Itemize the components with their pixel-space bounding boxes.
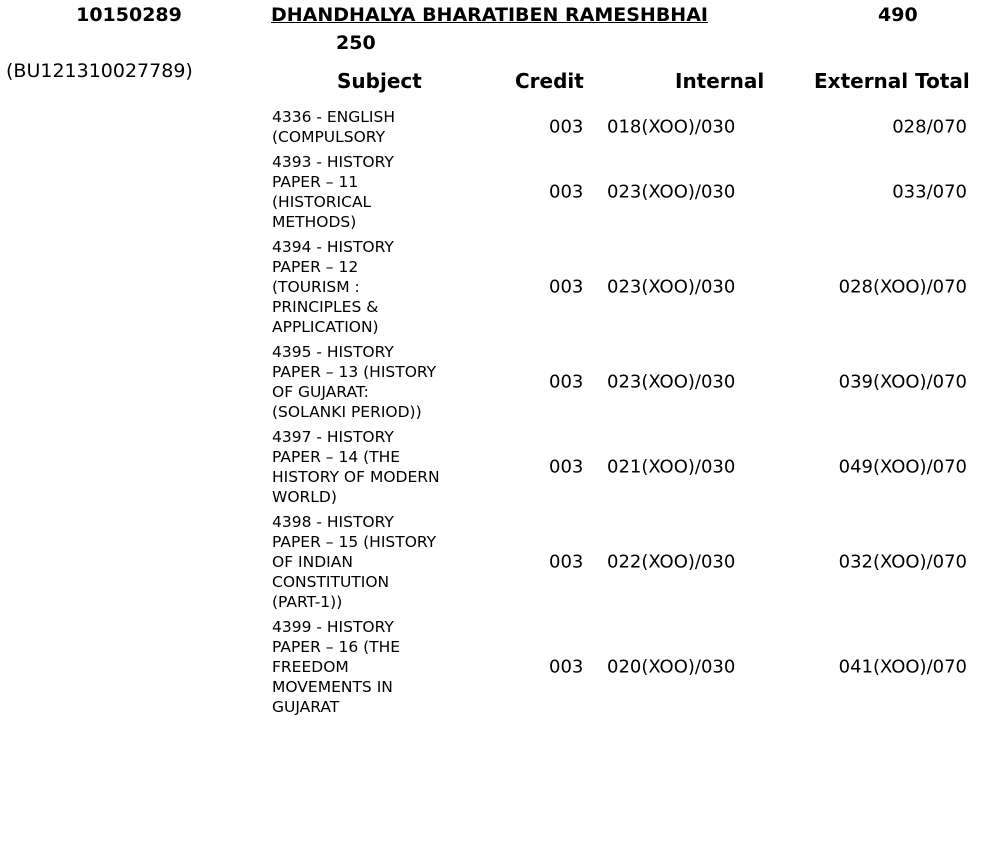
external-cell: 041(XOO)/070 [838, 656, 967, 677]
external-cell: 033/070 [892, 181, 967, 202]
credit-cell: 003 [549, 656, 584, 677]
table-row [0, 234, 991, 339]
subject-cell: 4393 - HISTORY PAPER – 11 (HISTORICAL METHODS) [272, 153, 394, 231]
internal-cell: 018(XOO)/030 [607, 116, 736, 137]
seat-number: 10150289 [76, 4, 182, 26]
credit-cell: 003 [549, 181, 584, 202]
subject-cell: 4399 - HISTORY PAPER – 16 (THE FREEDOM MOVEMENTS IN GUJARAT [272, 618, 401, 716]
table-row [0, 614, 991, 719]
external-cell: 039(XOO)/070 [838, 371, 967, 392]
marks-total-b: 250 [336, 32, 376, 54]
internal-cell: 021(XOO)/030 [607, 456, 736, 477]
credit-cell: 003 [549, 551, 584, 572]
table-row [0, 149, 991, 234]
subject-cell: 4394 - HISTORY PAPER – 12 (TOURISM : PRINCIPLES & APPLICATION) [272, 238, 394, 336]
student-name: DHANDHALYA BHARATIBEN RAMESHBHAI [271, 4, 708, 26]
subject-cell: 4336 - ENGLISH (COMPULSORY [272, 108, 395, 146]
credit-cell: 003 [549, 116, 584, 137]
external-cell: 049(XOO)/070 [838, 456, 967, 477]
header-credit: Credit [515, 69, 584, 93]
enrollment-number: (BU121310027789) [6, 60, 193, 82]
internal-cell: 022(XOO)/030 [607, 551, 736, 572]
external-cell: 028/070 [892, 116, 967, 137]
external-cell: 028(XOO)/070 [838, 276, 967, 297]
table-row [0, 509, 991, 614]
table-row [0, 339, 991, 424]
table-row [0, 104, 991, 149]
header-external-total: External Total [814, 69, 970, 93]
header-internal: Internal [675, 69, 765, 93]
internal-cell: 020(XOO)/030 [607, 656, 736, 677]
credit-cell: 003 [549, 276, 584, 297]
external-cell: 032(XOO)/070 [838, 551, 967, 572]
subject-cell: 4398 - HISTORY PAPER – 15 (HISTORY OF INDIAN CONSTITUTION (PART-1)) [272, 513, 437, 611]
header-subject: Subject [337, 69, 422, 93]
subject-cell: 4397 - HISTORY PAPER – 14 (THE HISTORY OF MODERN WORLD) [272, 428, 440, 506]
subject-cell: 4395 - HISTORY PAPER – 13 (HISTORY OF GUJARAT: (SOLANKI PERIOD)) [272, 343, 437, 421]
subject-table [0, 104, 991, 719]
table-row [0, 424, 991, 509]
internal-cell: 023(XOO)/030 [607, 181, 736, 202]
marks-total-a: 490 [878, 4, 918, 26]
internal-cell: 023(XOO)/030 [607, 276, 736, 297]
credit-cell: 003 [549, 371, 584, 392]
credit-cell: 003 [549, 456, 584, 477]
internal-cell: 023(XOO)/030 [607, 371, 736, 392]
